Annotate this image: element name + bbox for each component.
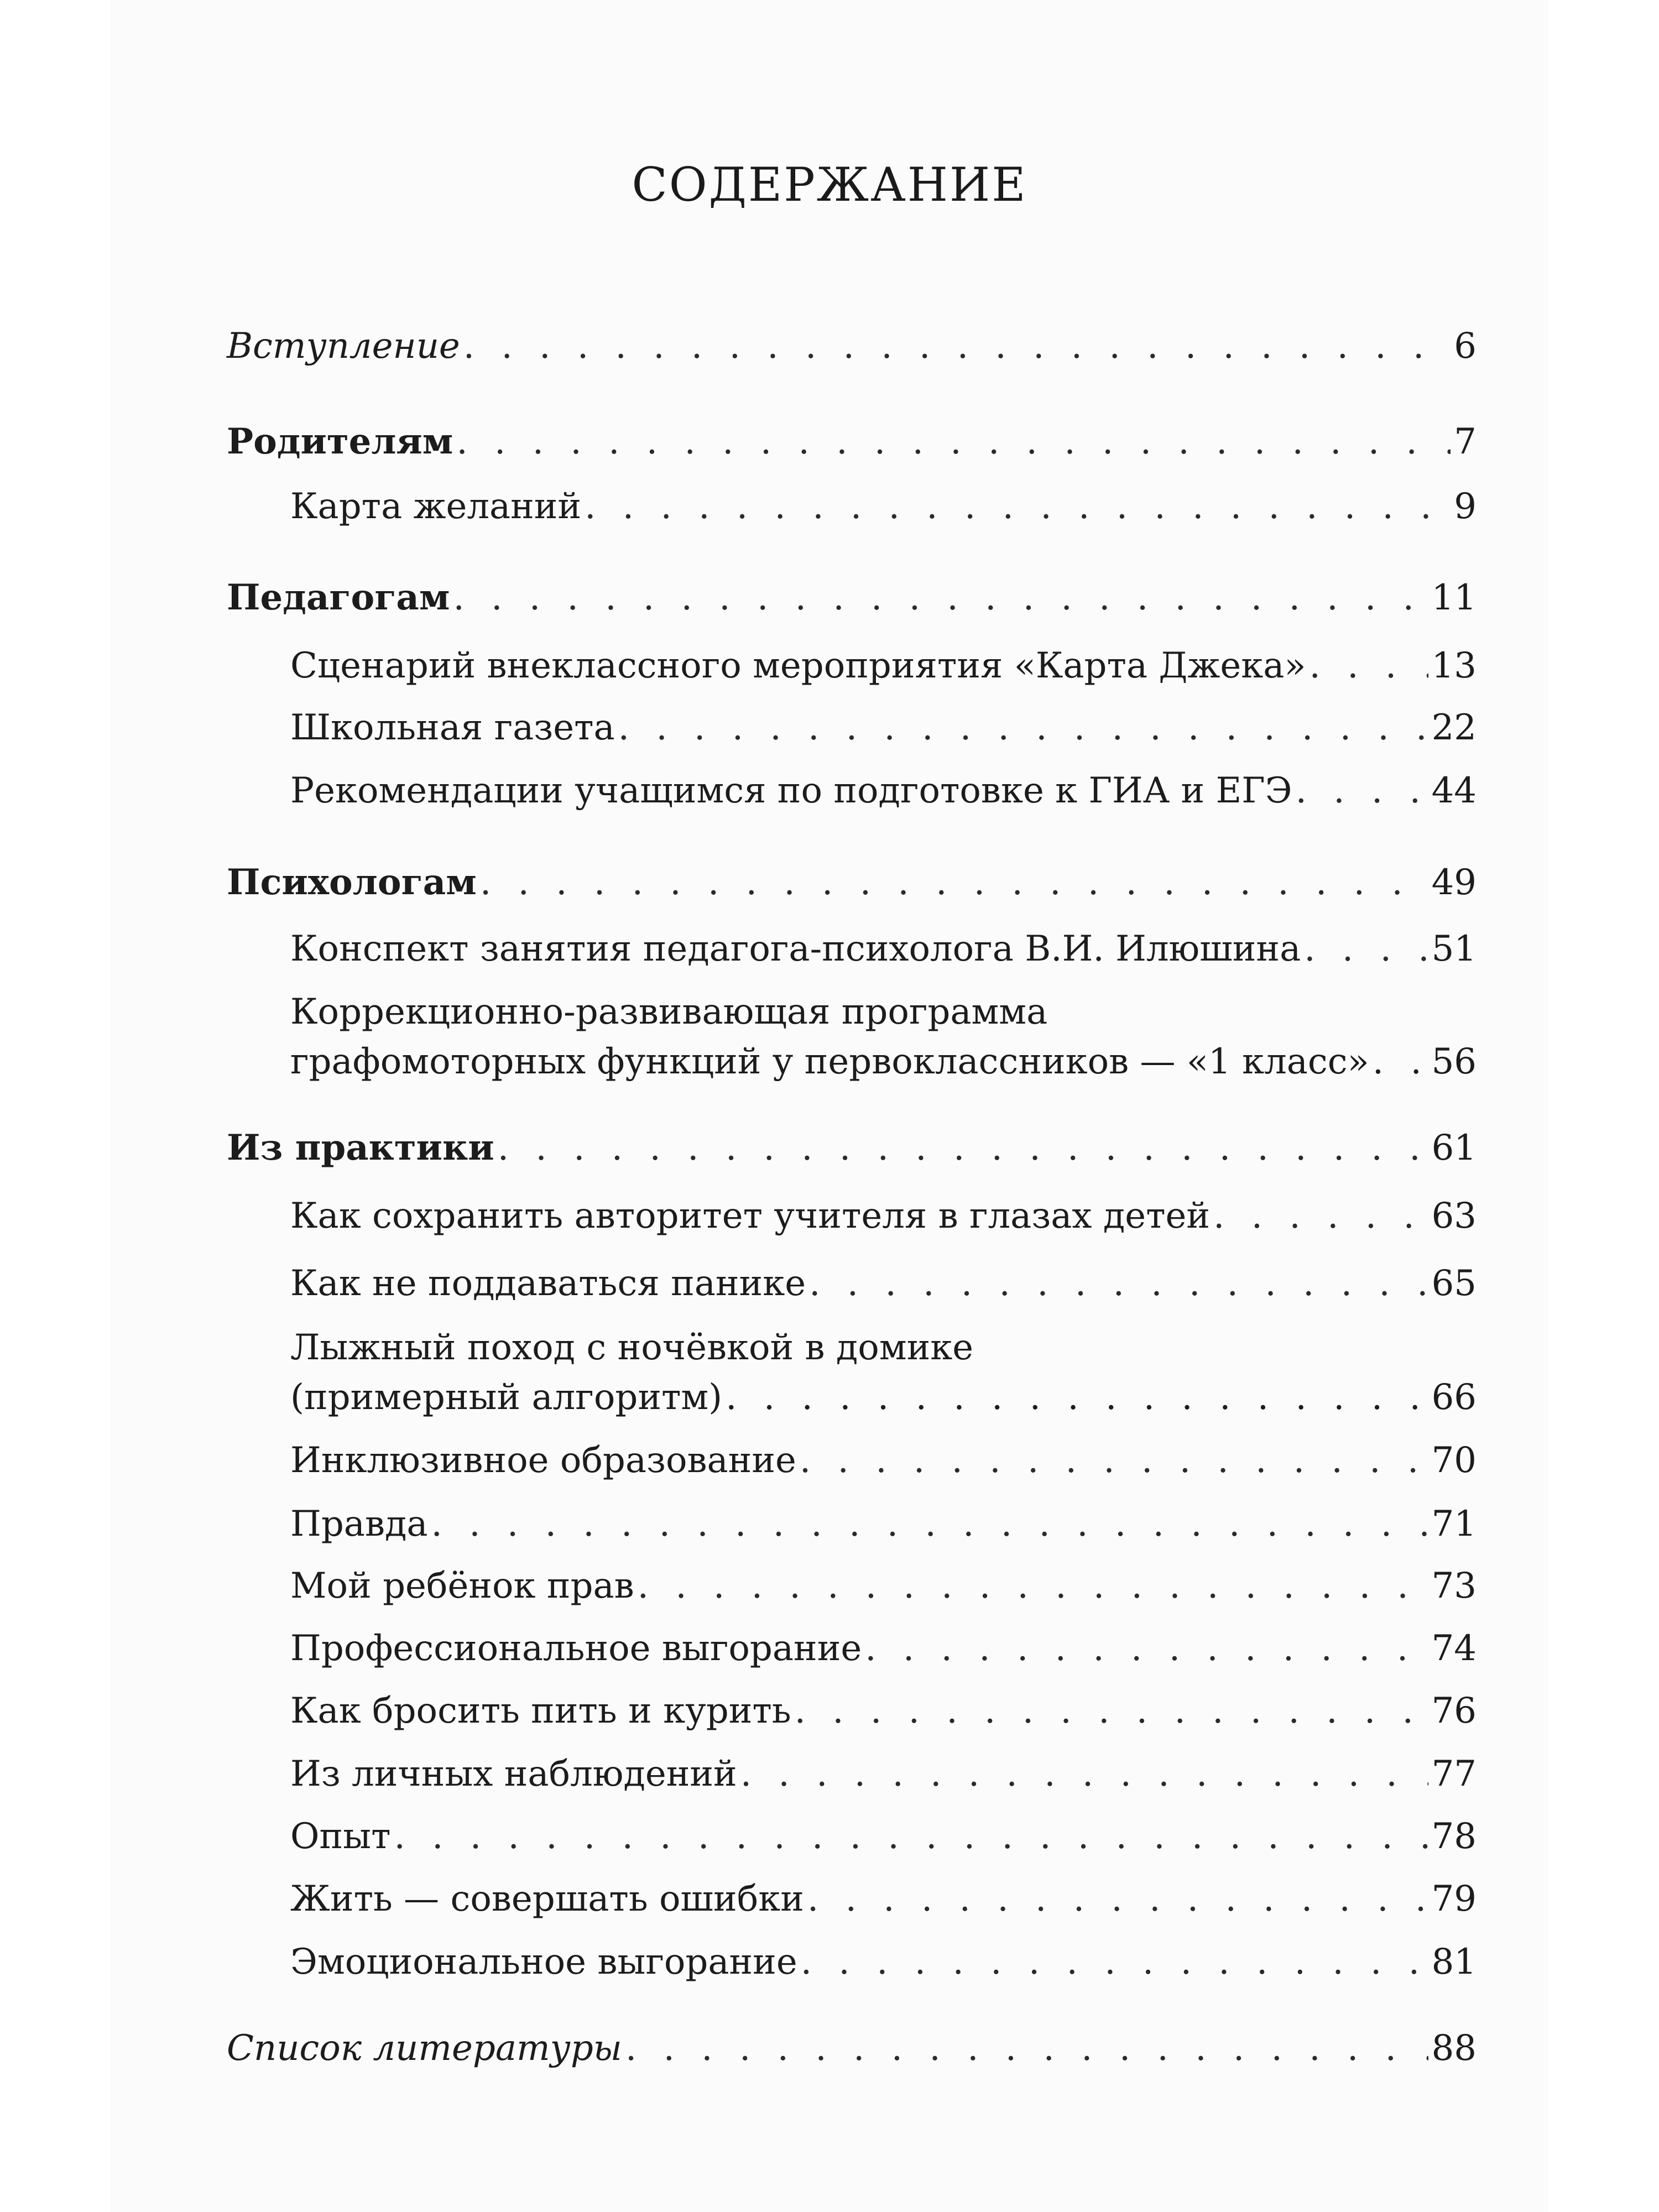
toc-section-psychologists[interactable] xyxy=(227,863,1477,902)
toc-entry-label: Карта желаний xyxy=(290,486,582,527)
toc-entry-label: Список литературы xyxy=(227,2028,622,2069)
toc-entry-page: 7 xyxy=(1454,421,1477,462)
toc-entry-page: 49 xyxy=(1431,862,1477,903)
toc-entry-page: 73 xyxy=(1431,1566,1477,1606)
toc-entry-bibliography[interactable] xyxy=(227,2028,1477,2068)
toc-entry-two-line[interactable] xyxy=(290,1323,1477,1422)
toc-entry-page: 61 xyxy=(1431,1128,1477,1168)
toc-entry-page: 77 xyxy=(1431,1754,1477,1794)
toc-entry-label: Из личных наблюдений xyxy=(290,1754,737,1794)
toc-entry-page: 88 xyxy=(1431,2028,1477,2069)
leader-dots xyxy=(795,1691,1428,1731)
toc-entry-page: 22 xyxy=(1431,707,1477,748)
leader-dots xyxy=(800,1441,1428,1480)
toc-entry-label: Рекомендации учащимся по подготовке к ГИА и ЕГЭ xyxy=(290,770,1292,811)
toc-entry-label: Правда xyxy=(290,1504,428,1545)
toc-entry[interactable] xyxy=(290,708,1477,748)
toc-entry-label: Инклюзивное образование xyxy=(290,1440,796,1481)
leader-dots xyxy=(431,1504,1428,1544)
toc-section-practice[interactable] xyxy=(227,1128,1477,1168)
toc-entry-label: Школьная газета xyxy=(290,707,615,748)
toc-entry[interactable] xyxy=(290,1817,1477,1856)
leader-dots xyxy=(480,863,1428,902)
toc-entry-label: Опыт xyxy=(290,1816,391,1857)
toc-entry-label: Родителям xyxy=(227,421,453,462)
toc-entry-page: 51 xyxy=(1431,928,1477,969)
leader-dots xyxy=(453,578,1428,618)
toc-entry-page: 13 xyxy=(1431,645,1477,686)
leader-dots xyxy=(865,1629,1428,1668)
leader-dots xyxy=(801,1942,1428,1982)
toc-section-parents[interactable] xyxy=(227,422,1477,462)
toc-entry-label: Как сохранить авторитет учителя в глазах детей xyxy=(290,1196,1211,1237)
toc-entry-page: 44 xyxy=(1431,770,1477,811)
toc-entry[interactable] xyxy=(290,1879,1477,1919)
leader-dots xyxy=(1304,929,1428,969)
toc-entry-label: Жить — совершать ошибки xyxy=(290,1879,804,1919)
toc-entry-label-line1: Лыжный поход с ночёвкой в домике xyxy=(290,1327,974,1368)
toc-entry[interactable] xyxy=(290,1504,1477,1544)
toc-entry-page: 76 xyxy=(1431,1691,1477,1731)
toc-entry[interactable] xyxy=(290,1691,1477,1731)
toc-entry-page: 78 xyxy=(1431,1816,1477,1857)
toc-entry-label: Конспект занятия педагога-психолога В.И. Илюшина xyxy=(290,928,1301,969)
leader-dots xyxy=(463,326,1451,366)
toc-entry-introduction[interactable] xyxy=(227,326,1477,366)
toc-entry[interactable] xyxy=(290,1264,1477,1303)
toc-entry-label: Эмоциональное выгорание xyxy=(290,1942,797,1983)
toc-entry-page: 63 xyxy=(1431,1196,1477,1237)
leader-dots xyxy=(618,708,1428,748)
toc-entry[interactable] xyxy=(290,1942,1477,1982)
toc-entry-label: Как бросить пить и курить xyxy=(290,1691,791,1731)
leader-dots xyxy=(625,2028,1428,2068)
toc-entry-label-line1: Коррекционно-развивающая программа xyxy=(290,992,1048,1032)
leader-dots xyxy=(585,487,1451,526)
toc-entry-label: Как не поддаваться панике xyxy=(290,1263,806,1304)
leader-dots xyxy=(1213,1196,1428,1236)
toc-entry-page: 11 xyxy=(1431,577,1477,618)
toc-entry-two-line[interactable] xyxy=(290,987,1477,1087)
toc-entry-label: Сценарий внеклассного мероприятия «Карта Джека» xyxy=(290,645,1306,686)
toc-entry-label: Мой ребёнок прав xyxy=(290,1566,634,1606)
toc-entry[interactable] xyxy=(290,487,1477,526)
leader-dots xyxy=(740,1754,1428,1794)
toc-entry-page: 65 xyxy=(1431,1263,1477,1304)
leader-dots xyxy=(394,1817,1428,1856)
leader-dots xyxy=(456,422,1451,462)
toc-entry[interactable] xyxy=(290,646,1477,686)
leader-dots xyxy=(807,1879,1428,1919)
toc-section-teachers[interactable] xyxy=(227,578,1477,618)
toc-entry-page: 70 xyxy=(1431,1440,1477,1481)
leader-dots xyxy=(498,1128,1428,1168)
toc-entry[interactable] xyxy=(290,1629,1477,1668)
toc-entry[interactable] xyxy=(290,1754,1477,1794)
toc-entry-page: 56 xyxy=(1431,1041,1477,1082)
leader-dots xyxy=(809,1264,1428,1303)
leader-dots xyxy=(1373,1037,1428,1087)
toc-entry[interactable] xyxy=(290,771,1477,811)
leader-dots xyxy=(1296,771,1428,811)
toc-entry-page: 79 xyxy=(1431,1879,1477,1919)
toc-entry-page: 74 xyxy=(1431,1628,1477,1669)
toc-entry[interactable] xyxy=(290,1196,1477,1236)
toc-entry-page: 71 xyxy=(1431,1504,1477,1545)
toc-entry[interactable] xyxy=(290,1566,1477,1606)
leader-dots xyxy=(726,1373,1428,1422)
leader-dots xyxy=(638,1566,1428,1606)
toc-entry-page: 9 xyxy=(1454,486,1477,527)
leader-dots xyxy=(1310,646,1428,686)
toc-entry[interactable] xyxy=(290,1441,1477,1480)
page-title: СОДЕРЖАНИЕ xyxy=(632,158,1027,212)
toc-entry-label: Педагогам xyxy=(227,577,450,618)
toc-entry-label: Профессиональное выгорание xyxy=(290,1628,862,1669)
toc-entry[interactable] xyxy=(290,929,1477,969)
toc-entry-label: Из практики xyxy=(227,1127,494,1168)
toc-entry-label-line2: (примерный алгоритм) xyxy=(290,1377,723,1418)
toc-entry-page: 66 xyxy=(1431,1377,1477,1418)
toc-entry-label-line2: графомоторных функций у первоклассников — «1 класс» xyxy=(290,1041,1369,1082)
toc-entry-label: Психологам xyxy=(227,862,477,903)
toc-entry-label: Вступление xyxy=(227,326,460,367)
toc-entry-page: 81 xyxy=(1431,1942,1477,1983)
toc-entry-page: 6 xyxy=(1454,326,1477,367)
